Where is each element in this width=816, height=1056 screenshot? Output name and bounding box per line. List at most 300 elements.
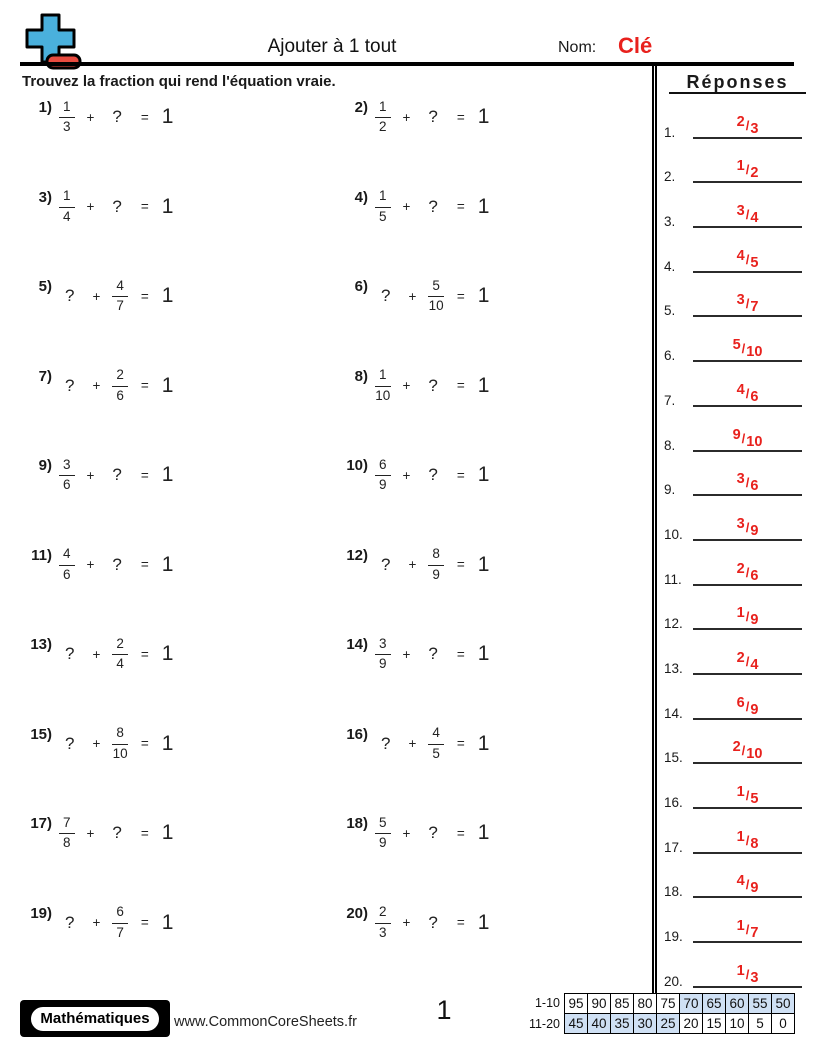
- equation: [59, 94, 173, 140]
- answer-item: [657, 317, 816, 362]
- fraction: [59, 457, 75, 493]
- fraction-denominator: 8: [63, 835, 71, 850]
- answer-slash: /: [745, 296, 750, 312]
- problem-number: 17): [30, 815, 52, 832]
- fraction-numerator: 3: [59, 457, 75, 476]
- fraction-denominator: 10: [112, 745, 128, 761]
- fraction: [375, 188, 391, 224]
- equals-sign: =: [456, 288, 465, 304]
- answer-number: 17.: [664, 839, 683, 855]
- problem-number: 16): [346, 725, 368, 743]
- equals-sign: =: [456, 378, 465, 393]
- equation: [375, 363, 489, 409]
- fraction: [112, 367, 128, 403]
- problem: [22, 719, 338, 809]
- answers-column: [652, 66, 816, 993]
- answer-blank-line: [693, 732, 802, 764]
- grade-cell: 70: [679, 993, 703, 1014]
- problem-number: 1): [38, 99, 52, 116]
- problem-number: 8): [354, 367, 368, 385]
- fraction-numerator: 1: [375, 99, 391, 118]
- answer-fraction: [736, 918, 759, 942]
- plus-sign: +: [86, 467, 95, 483]
- plus-sign: +: [86, 109, 95, 125]
- fraction-numerator: 2: [112, 636, 128, 655]
- fraction-numerator: 6: [112, 904, 128, 923]
- fraction: [375, 904, 391, 940]
- fraction-numerator: 5: [375, 815, 391, 834]
- answer-fraction: [736, 649, 759, 673]
- answer-blank-line: [693, 554, 802, 586]
- answer-item: [657, 362, 816, 407]
- equals-sign: =: [140, 378, 149, 393]
- answer-denominator: 2: [750, 165, 759, 182]
- fraction-denominator: 3: [379, 924, 387, 940]
- plus-sign: +: [402, 825, 411, 841]
- answer-number: 14.: [664, 705, 683, 721]
- fraction-denominator: 3: [63, 119, 71, 134]
- answer-numerator: 9: [732, 426, 741, 443]
- answer-slash: /: [745, 117, 750, 133]
- problem-number: 5): [38, 278, 52, 295]
- fraction-denominator: 7: [116, 924, 124, 940]
- problem: [338, 271, 652, 361]
- fraction-numerator: 4: [59, 546, 75, 565]
- plus-sign: +: [402, 646, 411, 662]
- answer-fraction: [736, 962, 759, 986]
- plus-sign: +: [86, 825, 95, 841]
- grade-row: [528, 993, 795, 1014]
- answer-number: 2.: [664, 169, 676, 185]
- answer-fraction: [736, 158, 759, 182]
- answer-slash: /: [745, 207, 750, 223]
- answer-denominator: 4: [750, 210, 759, 227]
- unknown-mark: ?: [112, 196, 122, 216]
- answer-denominator: 6: [750, 478, 759, 495]
- brand-badge: Mathématiques: [29, 1005, 160, 1033]
- answer-denominator: 7: [750, 299, 759, 316]
- plus-sign: +: [92, 378, 101, 393]
- problem: [22, 540, 338, 630]
- answer-numerator: 3: [736, 515, 745, 532]
- equals-sign: =: [456, 915, 465, 930]
- plus-sign: +: [86, 557, 95, 572]
- plus-sign: +: [408, 288, 417, 304]
- whole-one: 1: [161, 284, 174, 307]
- equation: [59, 542, 173, 588]
- answer-denominator: 5: [750, 254, 759, 271]
- answer-slash: /: [745, 788, 750, 803]
- fraction-denominator: 9: [379, 835, 387, 850]
- answer-blank-line: [693, 196, 802, 228]
- grade-table: [528, 993, 795, 1035]
- fraction: [375, 636, 391, 672]
- equation: [375, 273, 489, 319]
- fraction: [375, 367, 391, 403]
- equals-sign: =: [140, 646, 149, 662]
- answer-numerator: 3: [736, 203, 745, 220]
- fraction-numerator: 6: [375, 457, 391, 476]
- answer-number: 7.: [664, 392, 676, 408]
- grade-cell: 5: [748, 1013, 772, 1034]
- grade-cell: 10: [725, 1013, 749, 1034]
- grade-row-label: 11-20: [528, 1017, 560, 1031]
- fraction-denominator: 9: [379, 656, 387, 671]
- problems-area: [0, 66, 652, 993]
- answer-denominator: 3: [750, 969, 759, 986]
- equation: [59, 452, 173, 498]
- grade-cell: 85: [610, 993, 634, 1014]
- answer-numerator: 2: [736, 560, 745, 577]
- name-value: Clé: [618, 33, 653, 58]
- equals-sign: =: [140, 915, 149, 930]
- fraction: [112, 904, 128, 940]
- answer-numerator: 1: [736, 918, 745, 935]
- problem: [338, 808, 652, 898]
- equals-sign: =: [456, 109, 465, 125]
- fraction: [375, 99, 391, 135]
- equals-sign: =: [456, 467, 465, 483]
- equation: [375, 94, 489, 140]
- answer-blank-line: [693, 375, 802, 407]
- unknown-mark: ?: [112, 465, 122, 484]
- answer-item: [657, 764, 816, 809]
- problem-number: 7): [38, 367, 52, 385]
- answer-fraction: [736, 560, 759, 584]
- fraction-denominator: 4: [116, 656, 124, 671]
- answer-denominator: 10: [746, 344, 763, 361]
- answer-number: 15.: [664, 750, 683, 766]
- whole-one: 1: [161, 463, 174, 486]
- answer-fraction: [732, 426, 763, 450]
- equation: [375, 184, 489, 230]
- answer-denominator: 3: [750, 120, 759, 137]
- whole-one: 1: [477, 463, 490, 486]
- answer-numerator: 4: [736, 873, 745, 890]
- answer-item: [657, 586, 816, 631]
- fraction-numerator: 5: [428, 278, 444, 297]
- answer-denominator: 5: [750, 791, 759, 807]
- problem-number: 15): [30, 725, 52, 743]
- answer-slash: /: [745, 653, 750, 669]
- answer-number: 19.: [664, 929, 683, 945]
- answer-number: 1.: [664, 124, 676, 140]
- plus-sign: +: [408, 736, 417, 751]
- problem-number: 6): [354, 278, 368, 295]
- fraction-numerator: 1: [375, 367, 391, 386]
- fraction-denominator: 5: [379, 208, 387, 224]
- answer-slash: /: [745, 519, 750, 535]
- fraction-denominator: 4: [63, 208, 71, 224]
- plus-sign: +: [408, 557, 417, 572]
- answer-item: [657, 139, 816, 184]
- answer-fraction: [732, 337, 763, 361]
- whole-one: 1: [477, 373, 490, 397]
- page-number: 1: [436, 995, 452, 1025]
- whole-one: 1: [477, 105, 490, 128]
- answer-denominator: 9: [750, 612, 759, 629]
- grade-cell: 20: [679, 1013, 703, 1034]
- answer-numerator: 1: [736, 828, 745, 845]
- grade-cell: 45: [564, 1013, 588, 1034]
- problem: [338, 629, 652, 719]
- brand-bar: [20, 1000, 170, 1037]
- whole-one: 1: [161, 105, 174, 128]
- fraction-denominator: 7: [116, 298, 124, 313]
- problem: [22, 450, 338, 540]
- equation: [59, 721, 173, 767]
- equals-sign: =: [140, 736, 149, 751]
- answer-number: 9.: [664, 482, 676, 498]
- fraction: [59, 99, 75, 135]
- problem: [338, 719, 652, 809]
- answer-numerator: 3: [736, 292, 745, 309]
- answer-blank-line: [693, 285, 802, 317]
- grade-cell: 40: [587, 1013, 611, 1034]
- grade-cell: 65: [702, 993, 726, 1014]
- answer-item: [657, 720, 816, 765]
- answer-slash: /: [745, 385, 750, 401]
- equals-sign: =: [140, 288, 149, 304]
- grade-cell: 55: [748, 993, 772, 1014]
- plus-sign: +: [402, 199, 411, 214]
- problem-number: 11): [31, 546, 52, 564]
- unknown-mark: ?: [65, 912, 75, 932]
- problem-number: 9): [38, 457, 52, 474]
- plus-sign: +: [86, 199, 95, 214]
- answer-numerator: 2: [732, 739, 741, 756]
- answer-blank-line: [693, 643, 802, 675]
- problem: [22, 629, 338, 719]
- fraction-denominator: 6: [63, 566, 71, 582]
- grade-cell: 0: [771, 1013, 795, 1034]
- answer-numerator: 1: [736, 962, 745, 979]
- unknown-mark: ?: [428, 465, 438, 484]
- equals-sign: =: [456, 199, 465, 214]
- fraction-numerator: 1: [375, 188, 391, 207]
- answer-numerator: 6: [736, 694, 745, 711]
- problem-number: 20): [346, 904, 368, 922]
- whole-one: 1: [161, 552, 174, 576]
- whole-one: 1: [161, 821, 174, 844]
- unknown-mark: ?: [381, 286, 391, 305]
- answer-item: [657, 898, 816, 943]
- answer-item: [657, 94, 816, 139]
- answer-item: [657, 809, 816, 854]
- answer-numerator: 5: [732, 337, 741, 354]
- answer-denominator: 7: [750, 925, 759, 942]
- unknown-mark: ?: [65, 286, 75, 305]
- fraction-denominator: 10: [428, 298, 444, 313]
- fraction-numerator: 1: [59, 188, 75, 207]
- answer-fraction: [736, 605, 759, 629]
- worksheet-header: [0, 0, 816, 66]
- grade-row: [528, 1014, 795, 1035]
- answer-slash: /: [741, 430, 746, 446]
- plus-sign: +: [92, 915, 101, 930]
- fraction-denominator: 6: [63, 477, 71, 492]
- problem: [22, 271, 338, 361]
- unknown-mark: ?: [428, 823, 438, 842]
- answer-fraction: [736, 784, 759, 807]
- answer-numerator: 1: [736, 784, 745, 800]
- problems-grid: [0, 92, 652, 987]
- fraction-numerator: 4: [112, 278, 128, 297]
- answer-fraction: [736, 113, 759, 137]
- problem: [338, 182, 652, 272]
- answer-item: [657, 407, 816, 452]
- answer-item: [657, 541, 816, 586]
- problem: [22, 361, 338, 451]
- problem-number: 12): [346, 546, 368, 564]
- fraction-denominator: 2: [379, 119, 387, 134]
- whole-one: 1: [477, 821, 490, 844]
- grade-cell: 90: [587, 993, 611, 1014]
- unknown-mark: ?: [381, 554, 391, 574]
- answer-number: 13.: [664, 660, 683, 676]
- problem: [22, 92, 338, 182]
- answer-number: 5.: [664, 303, 676, 319]
- answer-denominator: 6: [750, 567, 759, 584]
- fraction: [428, 546, 444, 582]
- fraction-denominator: 6: [116, 387, 124, 403]
- grade-cell: 50: [771, 993, 795, 1014]
- plus-sign: +: [402, 109, 411, 125]
- equation: [375, 810, 489, 856]
- answer-number: 8.: [664, 437, 676, 453]
- whole-one: 1: [477, 642, 490, 665]
- problem: [338, 450, 652, 540]
- answer-number: 3.: [664, 214, 676, 230]
- unknown-mark: ?: [428, 644, 438, 663]
- problem-number: 2): [354, 99, 368, 116]
- answer-blank-line: [693, 598, 802, 630]
- whole-one: 1: [477, 731, 490, 755]
- site-url: www.CommonCoreSheets.fr: [174, 1014, 357, 1030]
- equals-sign: =: [456, 557, 465, 572]
- answer-numerator: 1: [736, 158, 745, 175]
- answer-fraction: [736, 381, 759, 405]
- fraction: [428, 278, 444, 314]
- problem: [338, 92, 652, 182]
- answer-number: 6.: [664, 348, 676, 364]
- answer-fraction: [736, 471, 759, 495]
- problem-number: 18): [346, 815, 368, 832]
- equals-sign: =: [140, 109, 149, 125]
- answers-list: [657, 94, 816, 988]
- answer-numerator: 2: [736, 649, 745, 666]
- answer-blank-line: [693, 822, 802, 854]
- answer-slash: /: [745, 922, 750, 938]
- answer-number: 12.: [664, 616, 683, 632]
- unknown-mark: ?: [428, 107, 438, 126]
- equation: [59, 363, 173, 409]
- answer-blank-line: [693, 420, 802, 452]
- answer-denominator: 9: [750, 701, 759, 718]
- fraction: [112, 636, 128, 672]
- equation: [59, 810, 173, 856]
- answer-slash: /: [745, 475, 750, 491]
- equation: [59, 631, 173, 677]
- fraction-numerator: 7: [59, 815, 75, 834]
- answer-denominator: 10: [746, 433, 763, 450]
- fraction-numerator: 2: [375, 904, 391, 923]
- unknown-mark: ?: [428, 375, 438, 395]
- equation: [375, 452, 489, 498]
- plus-sign: +: [402, 467, 411, 483]
- equation: [375, 721, 489, 767]
- answer-slash: /: [745, 162, 750, 178]
- unknown-mark: ?: [112, 554, 122, 574]
- equals-sign: =: [456, 646, 465, 662]
- grade-row-label: 1-10: [534, 996, 560, 1010]
- fraction: [375, 457, 391, 493]
- equals-sign: =: [140, 467, 149, 483]
- answer-numerator: 3: [736, 471, 745, 488]
- whole-one: 1: [161, 194, 174, 218]
- equals-sign: =: [140, 557, 149, 572]
- problem-number: 19): [30, 904, 52, 922]
- fraction: [112, 278, 128, 314]
- answer-number: 20.: [664, 973, 683, 989]
- answer-slash: /: [741, 743, 746, 759]
- equation: [375, 542, 489, 588]
- fraction: [59, 815, 75, 851]
- answer-slash: /: [745, 877, 750, 893]
- whole-one: 1: [477, 194, 490, 218]
- fraction: [375, 815, 391, 851]
- problem: [22, 898, 338, 988]
- grade-cell: 75: [656, 993, 680, 1014]
- answer-numerator: 2: [736, 113, 745, 130]
- answer-slash: /: [745, 698, 750, 714]
- problem: [338, 898, 652, 988]
- fraction-numerator: 8: [112, 725, 128, 744]
- whole-one: 1: [161, 642, 174, 665]
- page-title: Ajouter à 1 tout: [267, 36, 397, 57]
- plus-sign: +: [92, 646, 101, 662]
- fraction-numerator: 4: [428, 725, 444, 744]
- answer-number: 16.: [664, 795, 683, 810]
- problem: [338, 361, 652, 451]
- problem: [22, 182, 338, 272]
- answer-blank-line: [693, 107, 802, 139]
- answer-numerator: 1: [736, 605, 745, 622]
- grade-cell: 80: [633, 993, 657, 1014]
- problem-number: 4): [354, 188, 368, 206]
- equals-sign: =: [140, 199, 149, 214]
- fraction-denominator: 9: [379, 477, 387, 492]
- answer-fraction: [736, 292, 759, 316]
- instruction-text: Trouvez la fraction qui rend l'équation vraie.: [22, 73, 336, 90]
- answer-item: [657, 496, 816, 541]
- unknown-mark: ?: [381, 733, 391, 753]
- whole-one: 1: [161, 373, 174, 397]
- plus-sign: +: [92, 736, 101, 751]
- answer-slash: /: [741, 341, 746, 357]
- fraction: [59, 188, 75, 224]
- answer-item: [657, 675, 816, 720]
- problem-number: 3): [38, 188, 52, 206]
- whole-one: 1: [161, 910, 174, 934]
- equals-sign: =: [456, 736, 465, 751]
- plus-sign: +: [402, 378, 411, 393]
- answer-item: [657, 228, 816, 273]
- answer-blank-line: [693, 151, 802, 183]
- answer-denominator: 8: [750, 835, 759, 852]
- unknown-mark: ?: [65, 375, 75, 395]
- fraction: [59, 546, 75, 582]
